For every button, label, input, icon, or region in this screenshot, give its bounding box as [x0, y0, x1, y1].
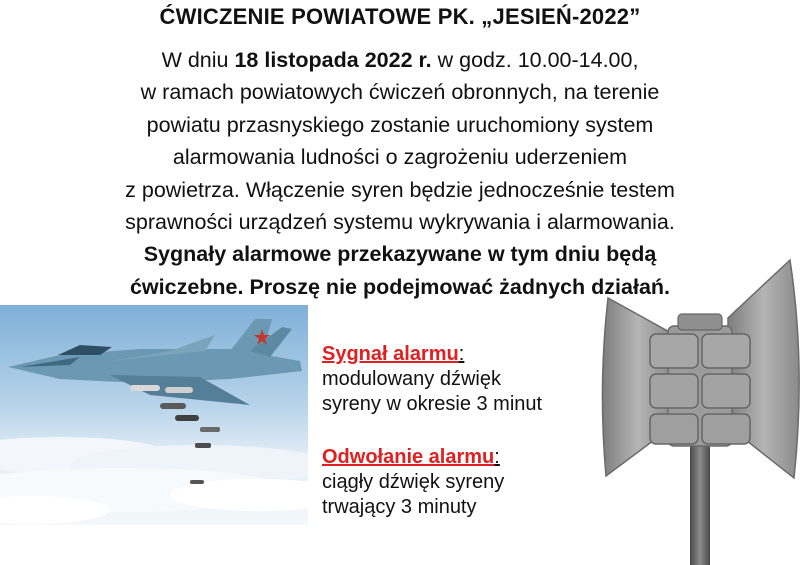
date-prefix: W dniu [161, 48, 235, 72]
announcement-line-4: alarmowania ludności o zagrożeniu uderzeniem [172, 145, 628, 170]
announcement-line-6: sprawności urządzeń systemu wykrywania i alarmowania. [125, 210, 675, 235]
exercise-date: 18 listopada 2022 r. [234, 48, 432, 72]
fighter-jet-photo [0, 305, 308, 525]
alarm-cancel-heading [322, 445, 602, 470]
alarm-cancel-line-2: trwający 3 minuty [322, 496, 477, 518]
announcement-warning-1: Sygnały alarmowe przekazywane w tym dniu będą [143, 242, 657, 267]
announcement-line-1 [40, 44, 760, 76]
alarm-signal-line-2: syreny w okresie 3 minut [322, 393, 543, 415]
alarm-signal-heading-text: Sygnał alarmu [322, 343, 459, 365]
alarm-signals [322, 342, 602, 520]
alarm-cancel-heading-text: Odwołanie alarmu [322, 446, 495, 468]
exercise-hours: w godz. 10.00-14.00, [431, 48, 639, 72]
alarm-signal-line-1: modulowany dźwięk [322, 368, 501, 390]
announcement-warning-2: ćwiczebne. Proszę nie podejmować żadnych działań. [129, 274, 671, 299]
announcement-line-2: w ramach powiatowych ćwiczeń obronnych, na terenie [140, 80, 660, 105]
announcement-line-3: powiatu przasnyskiego zostanie uruchomiony system [146, 112, 654, 137]
alarm-cancel-line-1: ciągły dźwięk syreny [322, 471, 505, 493]
siren-photo [598, 256, 800, 565]
announcement-line-5: z powietrza. Włączenie syren będzie jednocześnie testem [125, 177, 675, 202]
alarm-cancel-colon: : [494, 446, 500, 468]
page-title: ĆWICZENIE POWIATOWE PK. „JESIEŃ-2022” [159, 4, 641, 29]
alarm-signal-heading [322, 342, 602, 367]
alarm-signal-colon: : [458, 343, 465, 365]
